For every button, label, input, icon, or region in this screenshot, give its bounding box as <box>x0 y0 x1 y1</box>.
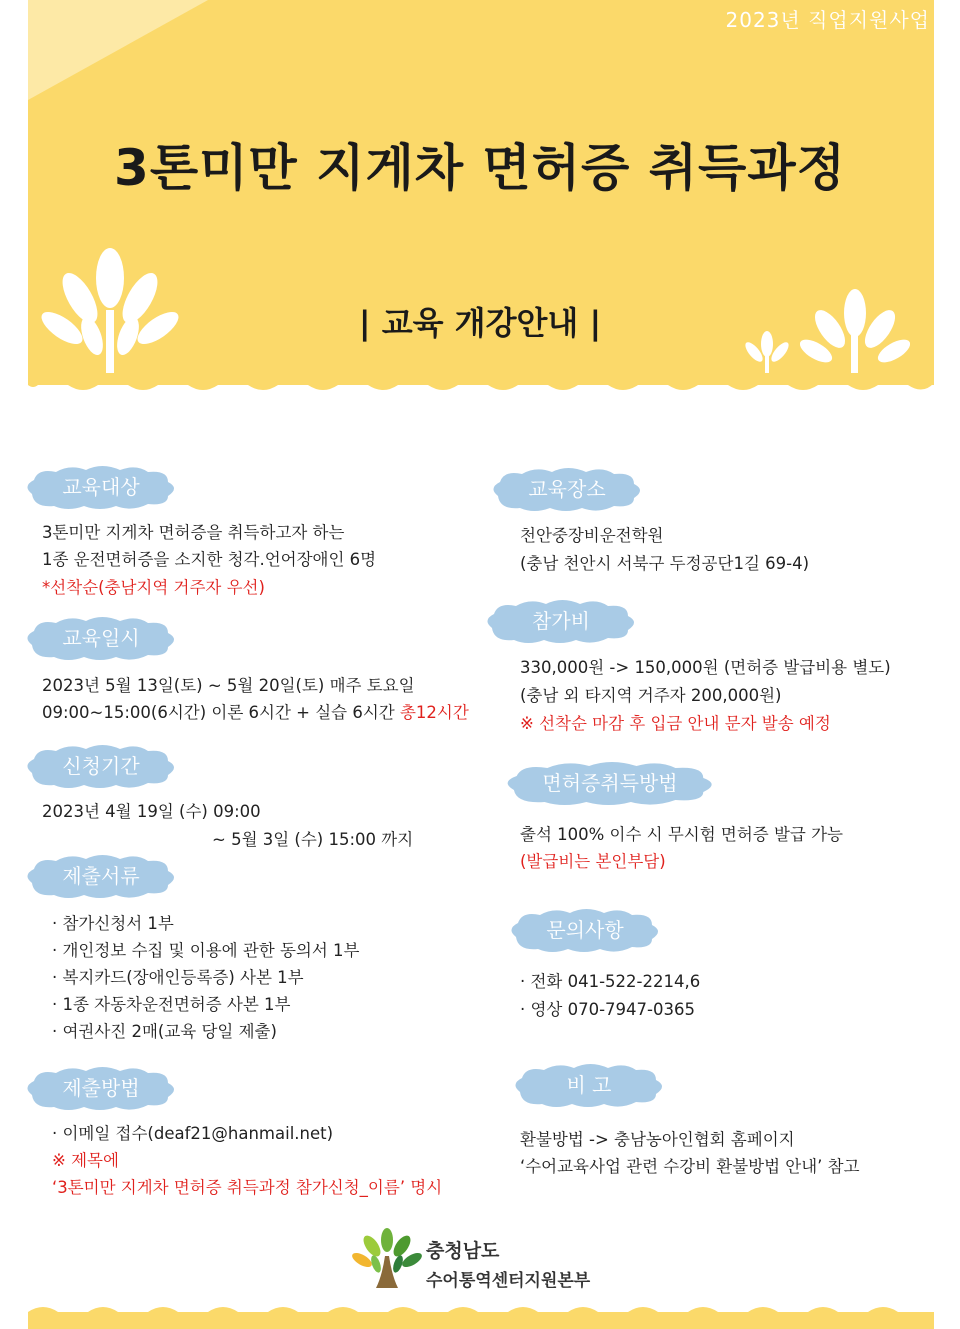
document-item: · 1종 자동차운전면허증 사본 1부 <box>52 995 291 1014</box>
contact-phone: · 전화 041-522-2214,6 <box>520 972 701 991</box>
page-title: 3톤미만 지게차 면허증 취득과정 <box>114 139 846 197</box>
section-label-text: 신청기간 <box>62 754 140 778</box>
document-item: · 복지카드(장애인등록증) 사본 1부 <box>52 968 304 987</box>
program-year-label: 2023년 직업지원사업 <box>725 8 930 32</box>
organization-logo-icon <box>352 1226 422 1290</box>
section-label-text: 교육일시 <box>62 626 140 650</box>
schedule-hours <box>42 699 469 727</box>
remarks-refund: 환불방법 -> 충남농아인협회 홈페이지 <box>520 1130 795 1149</box>
section-label-text: 제출서류 <box>62 864 140 888</box>
section-label-schedule <box>22 615 180 661</box>
section-label-contact <box>506 907 664 953</box>
right-tree-icon <box>800 285 910 385</box>
remarks-refund-guide: ‘수어교육사업 관련 수강비 환불방법 안내’ 참고 <box>520 1157 860 1176</box>
place-address: (충남 천안시 서북구 두정공단1길 69-4) <box>520 554 810 573</box>
schedule-total-hours: 총12시간 <box>399 703 469 722</box>
section-label-submit-method <box>22 1065 180 1111</box>
target-note: *선착순(충남지역 거주자 우선) <box>42 578 265 597</box>
license-note: (발급비는 본인부담) <box>520 852 666 871</box>
section-label-remarks <box>510 1062 668 1108</box>
section-label-fee <box>482 598 640 644</box>
section-label-license-method <box>500 760 720 806</box>
document-item: · 참가신청서 1부 <box>52 914 174 933</box>
section-label-text: 문의사항 <box>546 918 624 942</box>
apply-start: 2023년 4월 19일 (수) 09:00 <box>42 802 261 821</box>
section-label-text: 면허증취득방법 <box>542 771 678 795</box>
left-tree-icon <box>40 240 180 380</box>
submit-note-subject: ‘3톤미만 지게차 면허증 취득과정 참가신청_이름’ 명시 <box>52 1178 443 1197</box>
submit-email: · 이메일 접수(deaf21@hanmail.net) <box>52 1124 334 1143</box>
apply-end: ~ 5월 3일 (수) 15:00 까지 <box>212 830 414 849</box>
submit-note-heading: ※ 제목에 <box>52 1151 119 1170</box>
paper-fold-decoration <box>28 0 208 100</box>
organization-name: 충청남도 <box>426 1240 500 1262</box>
fee-amount: 330,000원 -> 150,000원 (면허증 발급비용 별도) <box>520 658 891 677</box>
document-item: · 여권사진 2매(교육 당일 제출) <box>52 1022 277 1041</box>
place-name: 천안중장비운전학원 <box>520 526 664 545</box>
organization-subname: 수어통역센터지원본부 <box>426 1271 591 1291</box>
footer-banner-strip <box>28 1312 934 1329</box>
section-label-text: 교육장소 <box>528 477 606 501</box>
section-label-text: 제출방법 <box>62 1076 140 1100</box>
schedule-hours-text: 09:00~15:00(6시간) 이론 6시간 + 실습 6시간 <box>42 703 400 722</box>
target-line-1: 3톤미만 지게차 면허증을 취득하고자 하는 <box>42 523 345 542</box>
fee-note: ※ 선착순 마감 후 입금 안내 문자 발송 예정 <box>520 714 831 733</box>
section-label-text: 교육대상 <box>62 475 140 499</box>
page-subtitle: | 교육 개강안내 | <box>358 304 602 342</box>
section-label-apply-period <box>22 743 180 789</box>
section-label-text: 참가비 <box>532 609 590 633</box>
section-label-text: 비 고 <box>566 1073 612 1097</box>
document-item: · 개인정보 수집 및 이용에 관한 동의서 1부 <box>52 941 360 960</box>
small-tree-icon <box>742 330 792 375</box>
target-line-2: 1종 운전면허증을 소지한 청각.언어장애인 6명 <box>42 550 377 569</box>
contact-video-call: · 영상 070-7947-0365 <box>520 1000 695 1019</box>
section-label-target <box>22 464 180 510</box>
license-condition: 출석 100% 이수 시 무시험 면허증 발급 가능 <box>520 825 843 844</box>
section-label-place <box>488 466 646 512</box>
banner-wave-edge <box>28 373 934 395</box>
fee-other-region: (충남 외 타지역 거주자 200,000원) <box>520 686 782 705</box>
schedule-dates: 2023년 5월 13일(토) ~ 5월 20일(토) 매주 토요일 <box>42 676 415 695</box>
section-label-documents <box>22 853 180 899</box>
